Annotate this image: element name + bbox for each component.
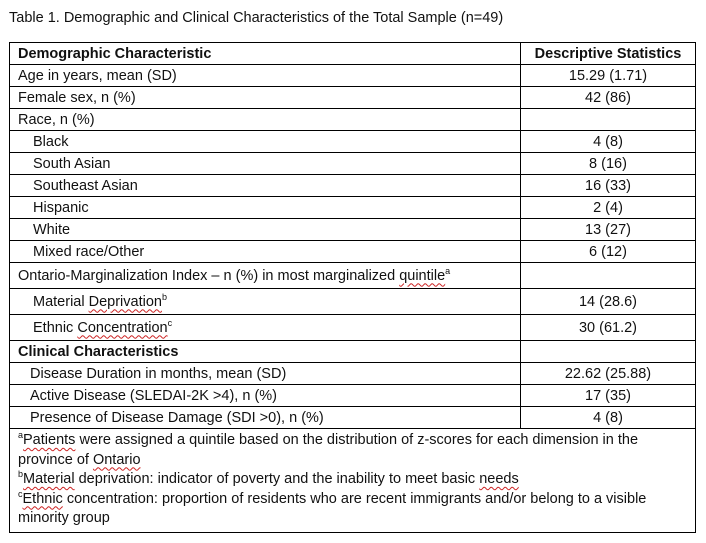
footnote-text: concentration: proportion of residents who are recent immigrants and/or belong to a visible minority group — [18, 490, 647, 526]
row-label: Hispanic — [10, 197, 521, 219]
row-value: 30 (61.2) — [521, 315, 696, 341]
label-text: Ontario-Marginalization Index – n (%) in most marginalized — [18, 267, 400, 284]
row-value — [521, 341, 696, 363]
table-row — [10, 263, 696, 289]
header-characteristic: Demographic Characteristic — [10, 43, 521, 65]
table-row — [10, 131, 696, 153]
row-value: 16 (33) — [521, 175, 696, 197]
table-section-row — [10, 341, 696, 363]
row-label: Presence of Disease Damage (SDI >0), n (%) — [10, 407, 521, 429]
row-value: 4 (8) — [521, 131, 696, 153]
row-label: Female sex, n (%) — [10, 87, 521, 109]
flagged-word: quintile — [399, 267, 446, 284]
row-value: 17 (35) — [521, 385, 696, 407]
characteristics-table — [9, 42, 696, 533]
table-row — [10, 175, 696, 197]
row-value: 42 (86) — [521, 87, 696, 109]
row-value: 22.62 (25.88) — [521, 363, 696, 385]
table-row — [10, 197, 696, 219]
row-label: Mixed race/Other — [10, 241, 521, 263]
table-row — [10, 407, 696, 429]
table-row — [10, 289, 696, 315]
row-label — [10, 263, 521, 289]
table-row — [10, 363, 696, 385]
row-label: Southeast Asian — [10, 175, 521, 197]
table-caption: Table 1. Demographic and Clinical Characteristics of the Total Sample (n=49) — [9, 10, 504, 26]
table-row — [10, 241, 696, 263]
table-header-row — [10, 43, 696, 65]
table-row — [10, 153, 696, 175]
table-row — [10, 315, 696, 341]
row-value: 4 (8) — [521, 407, 696, 429]
footnote-marker: c — [167, 317, 173, 328]
row-value: 8 (16) — [521, 153, 696, 175]
table-row — [10, 385, 696, 407]
table-row — [10, 65, 696, 87]
footnote-c — [18, 490, 683, 529]
flagged-word: Ontario — [92, 451, 141, 468]
footnote-b — [18, 470, 683, 490]
row-label: Disease Duration in months, mean (SD) — [10, 363, 521, 385]
footnote-marker: b — [161, 291, 167, 302]
footnote-marker: a — [445, 265, 451, 276]
row-label: Active Disease (SLEDAI-2K >4), n (%) — [10, 385, 521, 407]
flagged-word: Patients — [23, 432, 76, 448]
row-value: 2 (4) — [521, 197, 696, 219]
row-value: 14 (28.6) — [521, 289, 696, 315]
row-label — [10, 289, 521, 315]
row-label: Black — [10, 131, 521, 153]
row-value: 15.29 (1.71) — [521, 65, 696, 87]
row-label: Race, n (%) — [10, 109, 521, 131]
label-text: Ethnic — [33, 319, 78, 336]
row-label: Age in years, mean (SD) — [10, 65, 521, 87]
footnote-marker: a — [18, 430, 24, 441]
footnotes — [10, 429, 696, 533]
flagged-word: Deprivation — [88, 293, 162, 310]
flagged-word: Concentration — [77, 319, 168, 336]
row-value — [521, 109, 696, 131]
footnote-marker: b — [18, 469, 24, 480]
header-statistics: Descriptive Statistics — [521, 43, 696, 65]
table-row — [10, 219, 696, 241]
footnote-text: were assigned a quintile based on the distribution of z-scores for each dimension in the province of — [18, 432, 639, 468]
row-value: 13 (27) — [521, 219, 696, 241]
flagged-word: Material — [23, 471, 75, 487]
row-label: South Asian — [10, 153, 521, 175]
table-row — [10, 109, 696, 131]
flagged-word: Ethnic — [22, 490, 63, 507]
row-label — [10, 315, 521, 341]
row-value — [521, 263, 696, 289]
footnote-a — [18, 431, 683, 470]
row-label: White — [10, 219, 521, 241]
section-label: Clinical Characteristics — [10, 341, 521, 363]
row-value: 6 (12) — [521, 241, 696, 263]
footnotes-row — [10, 429, 696, 533]
footnote-marker: c — [18, 488, 23, 499]
footnote-text: deprivation: indicator of poverty and the inability to meet basic — [74, 471, 480, 487]
flagged-word: needs — [479, 471, 519, 487]
label-text: Material — [33, 293, 89, 310]
table-row — [10, 87, 696, 109]
